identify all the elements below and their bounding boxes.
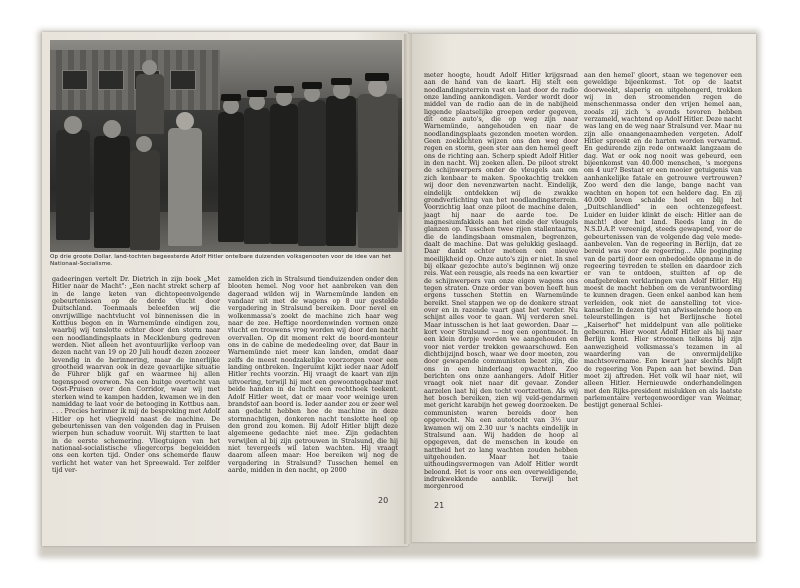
book-spine [404,34,412,544]
page-number: 20 [378,496,389,505]
paragraph: zamelden zich in Stralsund tienduizenden onder den blooten hemel. Nog voor het aanbreken van den dageraad wilden wij in Warnemünde landen en vandaar uit met de wagens op 8 uur gestelde vergadering in Stralsund bereiken. Door nevel en wolkenmassa's zoekt de machine zich haar weg naar de zee. Heftige noordenwinden vormen onze vlucht en trouwens vrog worden wij door den nacht overvallen. Op dit moment rekt de boord-monteur ons in de cabine de mededeeling over, dat Baur in Warnemünde niet meer kan landen, omdat daar zelfs de meest noodzakelijke voorzorgen voor een landing ontbreken. Ingeruimt kijkt ieder naar Adolf Hitler rechts voorzin. Hij vraagt de kaart van zijn uitvoering, terwijl hij met een gewoontegebaar met beide handen in de lucht een rechthoek teekent. Adolf Hitler weet, dat er maar voor weinige uren brandstof aan boord is. Ieder aander zou er zeer wel aan gedacht hebben hoe de machine in deze stormnachtigen, donkeren nacht tenslotte heel op den grond zou komen. Bij Adolf Hitler blijft deze algemeene gedachte niet mee. Zijn gedachten verwijlen al bij zijn getrouwen in Stralsund, die hij niet tevergeefs wil laten wachten. Hij vraagt daarom alleen maar: Hoe bereiken wij nog de vergadering in Stralsund? Tusschen hemel en aarde, midden in den nacht, op 2000 [228,276,398,474]
photo-caption: Op drie groote Dollar. land-tochten begeesterde Adolf Hitler ontelbare duizenden volksgenooten voor de idee van het Nationaal-Socialisme. [50,254,391,267]
text-column-1 [52,276,220,474]
photo-cap [365,73,389,81]
photo-cap [274,86,294,93]
right-page [408,34,756,542]
photo-cap [247,90,267,97]
photo-window [170,70,196,90]
text-column-2 [228,276,398,474]
paragraph: gadeeringen vertelt Dr. Dietrich in zijn boek „Met Hitler naar de Macht": „Een nacht strekt scherp af in de lange keten van dichtopeenvolgende gebeurtenissen op de derde vlucht door Duitschland. Toenmaals beleefden wij die onvrijwillige nachtvlucht vol binnenissen die in Kottbus begon en in Warnemünde eindigen zou, waarbij wij tenslotte echter door den storm naar een noodlandingsplaats in Mecklenburg gedreven werden. Niet alleen het avontuurlijke verloop van dezen nacht van 19 op 20 Juli houdt dezen zoozeer levendig in de herinnering, maar de innerlijke grootheid waarvan ook in deze gevaarlijke situatie de Führer blijk gaf en waarmee hij allen tegenspoed overwon. Na een buitge overtocht van Oost-Pruisen over den Corridor, waar wij met sterken wind te kampen hadden, kwamen we in den namiddag te laat voor de betooging in Kottbus aan. . . . Precies herinner ik mij de bespreking met Adolf Hitler op het vliegveld naast de machine. De gebeurtenissen van den volgenden dag in Pruisen wierpen hun schaduw vooruit. Wij startten te laat in de eerste schemering. Vliegtuigen van het nationaal-socialistische vliegercorps begeleidden ons een korten tijd. Onder ons schemerde flauw verlicht het water van het Spreewald. Ter zelfder tijd ver- [52,276,220,474]
photo-head [64,116,82,134]
paragraph: aan den hemel' gloort, staan we tegenover een geweldige bijeenkomst. Tot op de laatst doorweekt, slaperig en uitgehongerd, trokken wij in den stroomenden regen de menschenmassa onder den vrijen hemel aan, zooals zij zich 's avonds tevoren hebben verzameld, wachtend op Adolf Hitler. Deze nacht was lang en de weg naar Stralsund ver. Maar nu zijn alle onaangenaamheden vergeten. Adolf Hitler spreekt en de harten worden verwarmd. En gedurende zijn rede ontwaakt langzaam de dag. Wat er ook nog nooit was gebeurd, een bijeenkomst van 40.000 menschen, 's morgens om 4 uur? Bestaat er een mooier getuigenis van aanhankelijke fatale en getrouwe vertrouwen? Zoo werd den die lange, bange nacht van wachten en hopen tot een heldere dag. En zij 40.000 leven schalde hoel en blij het „Duitschlandlied" in een ochtenzegefeest. Luider en luider klinkt de eisch: Hitler aan de macht! door het land. Reeds lang in de N.S.D.A.P. vereenigd, steeds gewapend, voor de gebeurtenissen van de volgende dag vele mede-aanbevelen. Van de regeering in Berlijn, dat ze bereid was voor de regeering... Alle poginging van de partij door een onbedoelde opname in de regeering tevreden te stellen en daardoor zich er van te ontdoen, stuitten af op de onafgebroken verklaringen van Adolf Hitler. Hij moest de macht hebben om de verantwoording te kunnen dragen. Geen enkel aanbod kan hem verleiden, ook niet de aanstelling tot vice-kanselier. In dezen tijd van afwisselende hoop en teleurstellingen is het Berlijnsche hotel „Kaiserhof" het middelpunt van alle politieke gebeuren. Hier woont Adolf Hitler als hij naar Berlijn komt. Hier stroomen telkens bij zijn aanwezigheid volksmassa's tezamen in al waardering van de onvermijdelijke machtsovername. Een kwart jaar slechts blijft de regeering Von Papen aan het bewind. Dan moet zij aftreden. Het volk wil haar niet, wil alleen Hitler. Hernieuwde onderhandelingen met den Rijks-president mislukken en als laatste parlementaire vertegenwoordiger van Weimar, bestijgt generaal Schlei- [584,72,742,410]
photo-head [103,120,121,138]
photo-cap [302,82,322,89]
photo-figure [298,100,326,246]
photo-cap [221,94,241,101]
photo-figure [326,96,356,246]
photo-figure [130,150,160,250]
photo-head [176,112,194,130]
photo-head [142,60,157,75]
photo-figure [270,104,298,244]
photo-window [98,70,124,90]
paragraph: meter hoogte, houdt Adolf Hitler krijgsraad aan de hand van de kaart. Hij stelt een noodlandingsterrein vast en laat door de radio onze landing aankondigen. Verder wordt door middel van de radio aan de in de nabijheid liggende plaatselijke groepen order gegeven, dit onze auto's, die op weg zijn naar Warnemünde, aangehouden en naar de noodlandingsplaats gezonden moeten worden. Geen zoeklichten wijzen ons den weg door regen en storm, geen ster aan den hemel geeft ons de richting aan. Scherp spiedt Adolf Hitler in den nacht. Wij zoeken allen. De piloot strekt de schijnwerpers onder de vleugels aan om zich kenbaar te maken. Spookachtig trekken wij door den nevenzwarten nacht. Eindelijk, eindelijk ontdekken wij de zwakke grondverlichting van het noodlandingsterrein. Voorzichtig laat onze piloot de machine dalen, jaagt hij naar de aarde toe. De magnesiumfakkels aan het einde der vleugels glanzen op. Tusschen twee rijen stallentaarns, die de landingsbaan omsmalen, begrenzen, daalt de machine. Dat was gelukkig geslaagd. Daar dankt echter meteen een nieuwe moeilijkheid op. Onze auto's zijn er niet. In snel bij elkaar gezochte auto's beginnen wij onze reis. Wat een reusgie, als reeds na een kwartier de schijnwerpers van onze eigen wagens ons tegen straten. Onze order van boven heeft hun ergens tusschen Stettin en Warnemünde bereikt. Snel stappen we op de donkere straat over en in razende vaart gaat het verder. Nu schijnt alles voor te gaan. Wij verderen snel. Maar intusschen is het laat geworden. Daar — kort voor Stralsund — nog een opontmoot. In een klein dorpje worden we aangehouden en voor niet verder trekken gewaarschuwd. Een dichtbijzijnd bosch, waar we door moeten, zou door gewapende communisten bezet zijn, die ons in een hinderlaag opwachten. Zoo berichten ons onze aanhangers. Adolf Hitler vraagt ook niet naar dit gevaar. Zonder aarzelen laat hij den tocht voortzetten. Als wij het bosch bereiken, zien wij veld-gendarmen met gericht karabijn het geweg doorzoeken. De communisten waren bereids door hen opgevocht. Na een autotocht van 3½ uur kwamen wij om 2.30 uur 's nachts eindelijk in Stralsund aan. Wij hadden de hoop al opgegeven, dat de menschen in koude en nattheid het zo lang wachten zouden hebben uitgehouden. Maar het taaie uithoudingsvermogen van Adolf Hitler wordt beloond. Het is voor ons een overweldigende, indrukwekkende aanblik. Terwijl het morgenrood [424,72,578,491]
photo-figure [136,74,164,134]
photo-figure [218,112,244,242]
photo-figure [94,136,130,248]
photo-cap [331,78,352,85]
photo-figure [244,108,270,244]
historical-photo [50,40,402,252]
photo-figure [168,128,202,246]
photo-figure [358,94,398,248]
photo-window [62,70,88,90]
photo-head [136,136,152,152]
left-page [42,32,408,546]
photo-figure [56,130,90,240]
photo-building [50,50,220,110]
page-number: 21 [434,501,445,510]
text-column-1 [424,72,578,491]
text-column-2 [584,72,742,410]
